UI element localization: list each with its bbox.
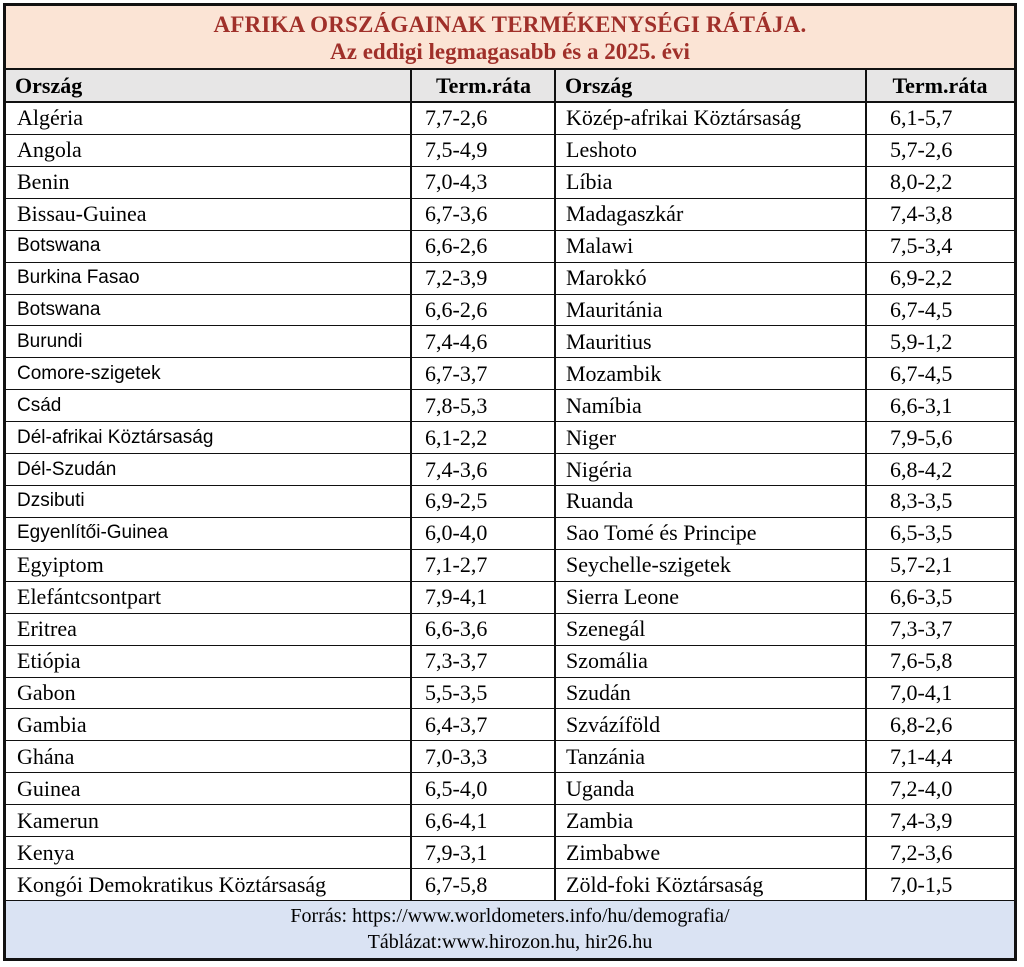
footer-credit: Táblázat:www.hirozon.hu, hir26.hu bbox=[367, 931, 653, 953]
rate-cell: 7,3-3,7 bbox=[890, 616, 953, 642]
table-row bbox=[6, 486, 1014, 518]
country-cell: Tanzánia bbox=[566, 743, 646, 769]
table-row bbox=[6, 614, 1014, 646]
country-cell: Dél-afrikai Köztársaság bbox=[17, 426, 214, 448]
country-cell: Zambia bbox=[566, 807, 634, 833]
table-row bbox=[6, 326, 1014, 358]
rate-cell: 5,7-2,1 bbox=[890, 552, 953, 578]
country-cell: Sierra Leone bbox=[566, 584, 679, 610]
country-cell: Szvázíföld bbox=[566, 711, 661, 737]
rate-cell: 6,8-4,2 bbox=[890, 456, 953, 482]
rate-cell: 5,9-1,2 bbox=[890, 328, 953, 354]
table-row bbox=[6, 582, 1014, 614]
column-divider bbox=[554, 70, 556, 901]
column-divider bbox=[865, 70, 867, 901]
country-cell: Kenya bbox=[17, 839, 75, 865]
table-row bbox=[6, 518, 1014, 550]
rate-cell: 7,2-4,0 bbox=[890, 775, 953, 801]
rate-cell: 7,4-3,6 bbox=[425, 456, 488, 482]
footer-source: Forrás: https://www.worldometers.info/hu/demografia/ bbox=[290, 905, 730, 927]
table-row bbox=[6, 390, 1014, 422]
table-row bbox=[6, 422, 1014, 454]
country-cell: Uganda bbox=[566, 775, 635, 801]
rate-cell: 7,2-3,9 bbox=[425, 265, 488, 291]
country-cell: Ruanda bbox=[566, 488, 634, 514]
rate-cell: 6,1-5,7 bbox=[890, 105, 953, 131]
country-cell: Zöld-foki Köztársaság bbox=[566, 871, 764, 897]
country-cell: Algéria bbox=[17, 105, 83, 131]
country-cell: Szomália bbox=[566, 648, 648, 674]
country-cell: Nigéria bbox=[566, 456, 632, 482]
rate-cell: 5,5-3,5 bbox=[425, 680, 488, 705]
table-row bbox=[6, 295, 1014, 327]
country-cell: Líbia bbox=[566, 169, 613, 195]
country-cell: Botswana bbox=[17, 298, 101, 320]
country-cell: Etiópia bbox=[17, 648, 81, 674]
country-cell: Zimbabwe bbox=[566, 839, 661, 865]
table-row bbox=[6, 454, 1014, 486]
table-row bbox=[6, 103, 1014, 135]
header-rate-right: Term.ráta bbox=[866, 70, 1014, 103]
country-cell: Malawi bbox=[566, 233, 634, 259]
rate-cell: 7,5-4,9 bbox=[425, 137, 488, 163]
country-cell: Közép-afrikai Köztársaság bbox=[566, 105, 802, 131]
country-cell: Eritrea bbox=[17, 616, 77, 642]
country-cell: Mozambik bbox=[566, 360, 662, 386]
country-cell: Dzsibuti bbox=[17, 490, 85, 512]
rate-cell: 6,8-2,6 bbox=[890, 711, 953, 737]
rate-cell: 8,0-2,2 bbox=[890, 169, 953, 195]
rate-cell: 6,7-5,8 bbox=[425, 871, 488, 897]
rate-cell: 6,6-2,6 bbox=[425, 296, 488, 322]
country-cell: Comore-szigetek bbox=[17, 362, 161, 384]
rate-cell: 6,7-4,5 bbox=[890, 360, 953, 386]
country-cell: Bissau-Guinea bbox=[17, 201, 147, 227]
country-cell: Burkina Fasao bbox=[17, 267, 140, 289]
country-cell: Marokkó bbox=[566, 265, 647, 291]
country-cell: Kongói Demokratikus Köztársaság bbox=[17, 871, 327, 897]
rate-cell: 7,3-3,7 bbox=[425, 648, 488, 674]
rate-cell: 7,9-3,1 bbox=[425, 839, 488, 865]
table-row bbox=[6, 135, 1014, 167]
rate-cell: 7,4-4,6 bbox=[425, 328, 488, 354]
rate-cell: 7,1-2,7 bbox=[425, 552, 488, 578]
table-row bbox=[6, 805, 1014, 837]
country-cell: Mauritánia bbox=[566, 296, 663, 322]
rate-cell: 7,8-5,3 bbox=[425, 392, 488, 418]
country-cell: Angola bbox=[17, 137, 82, 163]
country-cell: Namíbia bbox=[566, 392, 642, 418]
rate-cell: 6,5-3,5 bbox=[890, 520, 953, 546]
rate-cell: 6,1-2,2 bbox=[425, 424, 488, 450]
table-row bbox=[6, 199, 1014, 231]
country-cell: Leshoto bbox=[566, 137, 637, 163]
country-cell: Szudán bbox=[566, 680, 631, 705]
country-cell: Guinea bbox=[17, 775, 81, 801]
header-country-right: Ország bbox=[556, 70, 866, 103]
rate-cell: 6,6-3,1 bbox=[890, 392, 953, 418]
country-cell: Botswana bbox=[17, 235, 101, 257]
rate-cell: 7,0-1,5 bbox=[890, 871, 953, 897]
table-row bbox=[6, 837, 1014, 869]
country-cell: Niger bbox=[566, 424, 617, 450]
country-cell: Kamerun bbox=[17, 807, 99, 833]
country-cell: Egyenlítői-Guinea bbox=[17, 522, 169, 544]
rate-cell: 7,6-5,8 bbox=[890, 648, 953, 674]
table-row bbox=[6, 678, 1014, 710]
country-cell: Dél-Szudán bbox=[17, 458, 117, 480]
country-cell: Benin bbox=[17, 169, 70, 195]
table-row bbox=[6, 550, 1014, 582]
rate-cell: 5,7-2,6 bbox=[890, 137, 953, 163]
country-cell: Elefántcsontpart bbox=[17, 584, 162, 610]
country-cell: Egyiptom bbox=[17, 552, 104, 578]
rate-cell: 6,6-3,6 bbox=[425, 616, 488, 642]
table-row bbox=[6, 167, 1014, 199]
page-title: AFRIKA ORSZÁGAINAK TERMÉKENYSÉGI RÁTÁJA. bbox=[213, 12, 807, 37]
rate-cell: 6,7-3,6 bbox=[425, 201, 488, 227]
country-cell: Gabon bbox=[17, 680, 76, 705]
rate-cell: 6,6-4,1 bbox=[425, 807, 488, 833]
table-row bbox=[6, 869, 1014, 901]
footer bbox=[6, 901, 1014, 958]
country-cell: Gambia bbox=[17, 711, 87, 737]
table-row bbox=[6, 741, 1014, 773]
table-row bbox=[6, 231, 1014, 263]
header-rate-left: Term.ráta bbox=[411, 70, 556, 103]
table-row bbox=[6, 773, 1014, 805]
country-cell: Szenegál bbox=[566, 616, 646, 642]
rate-cell: 7,0-4,3 bbox=[425, 169, 488, 195]
column-divider bbox=[410, 70, 412, 901]
table-row bbox=[6, 263, 1014, 295]
rate-cell: 6,6-3,5 bbox=[890, 584, 953, 610]
rate-cell: 6,5-4,0 bbox=[425, 775, 488, 801]
rate-cell: 7,4-3,8 bbox=[890, 201, 953, 227]
table-row bbox=[6, 358, 1014, 390]
rate-cell: 6,7-4,5 bbox=[890, 296, 953, 322]
country-cell: Burundi bbox=[17, 330, 83, 352]
country-cell: Mauritius bbox=[566, 328, 652, 354]
rate-cell: 7,1-4,4 bbox=[890, 743, 953, 769]
rate-cell: 6,4-3,7 bbox=[425, 711, 488, 737]
rate-cell: 6,7-3,7 bbox=[425, 360, 488, 386]
rate-cell: 7,5-3,4 bbox=[890, 233, 953, 259]
rate-cell: 7,9-5,6 bbox=[890, 424, 953, 450]
table-frame bbox=[3, 3, 1017, 961]
title-band bbox=[6, 6, 1014, 70]
rate-cell: 6,9-2,2 bbox=[890, 265, 953, 291]
rate-cell: 7,7-2,6 bbox=[425, 105, 488, 131]
rate-cell: 6,9-2,5 bbox=[425, 488, 488, 514]
country-cell: Sao Tomé és Principe bbox=[566, 520, 757, 546]
rate-cell: 7,0-4,1 bbox=[890, 680, 953, 705]
country-cell: Csád bbox=[17, 394, 62, 416]
country-cell: Ghána bbox=[17, 743, 75, 769]
rate-cell: 6,6-2,6 bbox=[425, 233, 488, 259]
header-country-left: Ország bbox=[6, 70, 411, 103]
rate-cell: 7,9-4,1 bbox=[425, 584, 488, 610]
rate-cell: 6,0-4,0 bbox=[425, 520, 488, 546]
rate-cell: 7,2-3,6 bbox=[890, 839, 953, 865]
table-row bbox=[6, 709, 1014, 741]
country-cell: Madagaszkár bbox=[566, 201, 684, 227]
table-row bbox=[6, 646, 1014, 678]
country-cell: Seychelle-szigetek bbox=[566, 552, 731, 578]
rate-cell: 7,4-3,9 bbox=[890, 807, 953, 833]
page-subtitle: Az eddigi legmagasabb és a 2025. évi bbox=[330, 39, 690, 64]
rate-cell: 7,0-3,3 bbox=[425, 743, 488, 769]
rate-cell: 8,3-3,5 bbox=[890, 488, 953, 514]
